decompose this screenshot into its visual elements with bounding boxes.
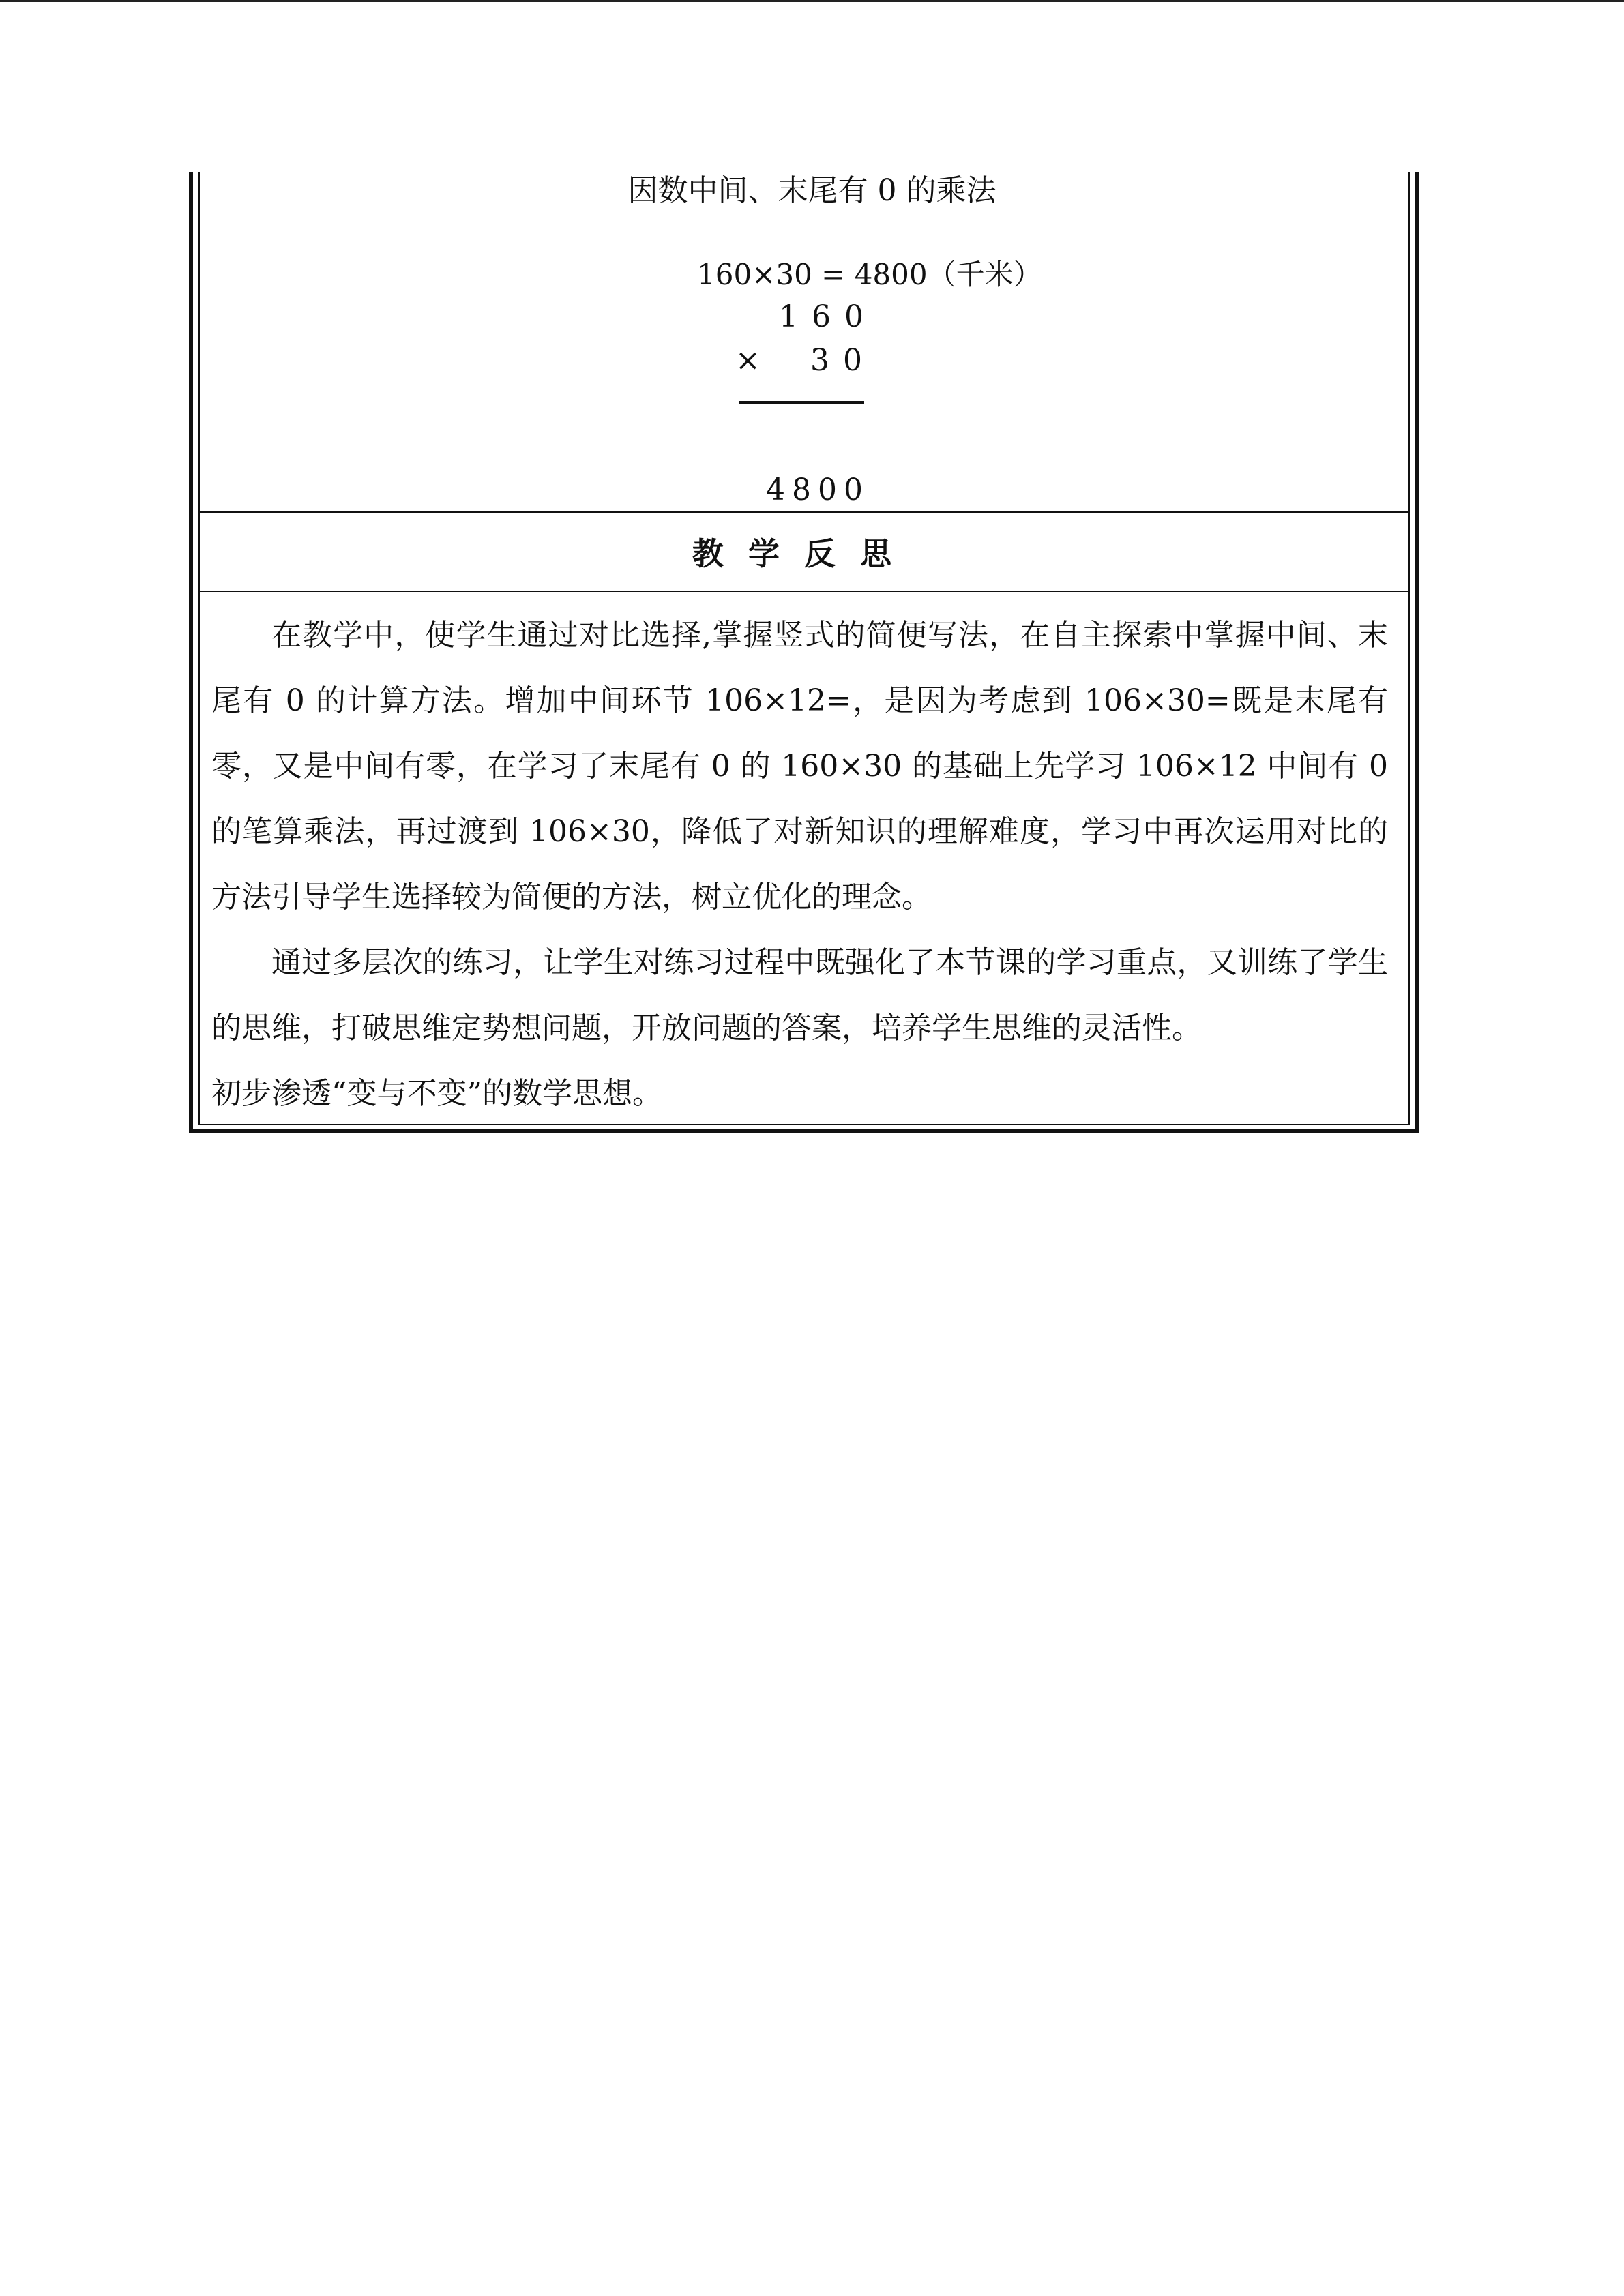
table-row-divider [198, 511, 1410, 513]
vertical-top-number: 160 [779, 299, 877, 334]
reflection-paragraph: 初步渗透“变与不变”的数学思想。 [211, 1076, 662, 1111]
vertical-bottom-number: 30 [810, 343, 876, 378]
vertical-result: 4800 [766, 473, 870, 507]
reflection-paragraph: 在教学中，使学生通过对比选择,掌握竖式的简便写法，在自主探索中掌握中间、末尾有 0 的计算方法。增加中间环节 106×12=，是因为考虑到 106×30=既是末尾有零，又是中间有零，在学习了末尾有 0 的 160×30 的基础上先学习 106×12 中间有 0 的笔算乘法，再过渡到 106×30，降低了对新知识的理解难度，学习中再次运用对比的方法引导学生选择较为简便的方法，树立优化的理念。 [211, 618, 1388, 914]
multiply-sign: × [735, 343, 761, 378]
vertical-rule-line [739, 401, 864, 404]
reflection-paragraph: 通过多层次的练习，让学生对练习过程中既强化了本节课的学习重点，又训练了学生的思维，打破思维定势想问题，开放问题的答案，培养学生思维的灵活性。 [211, 945, 1388, 1045]
calculation-equation: 160×30 = 4800（千米） [697, 258, 1042, 291]
page-top-border [0, 0, 1624, 2]
calculation-title: 因数中间、末尾有 0 的乘法 [628, 173, 996, 208]
table-row-divider [198, 591, 1410, 592]
reflection-heading: 教学反思 [692, 535, 916, 572]
vertical-multiply-row [735, 342, 876, 379]
